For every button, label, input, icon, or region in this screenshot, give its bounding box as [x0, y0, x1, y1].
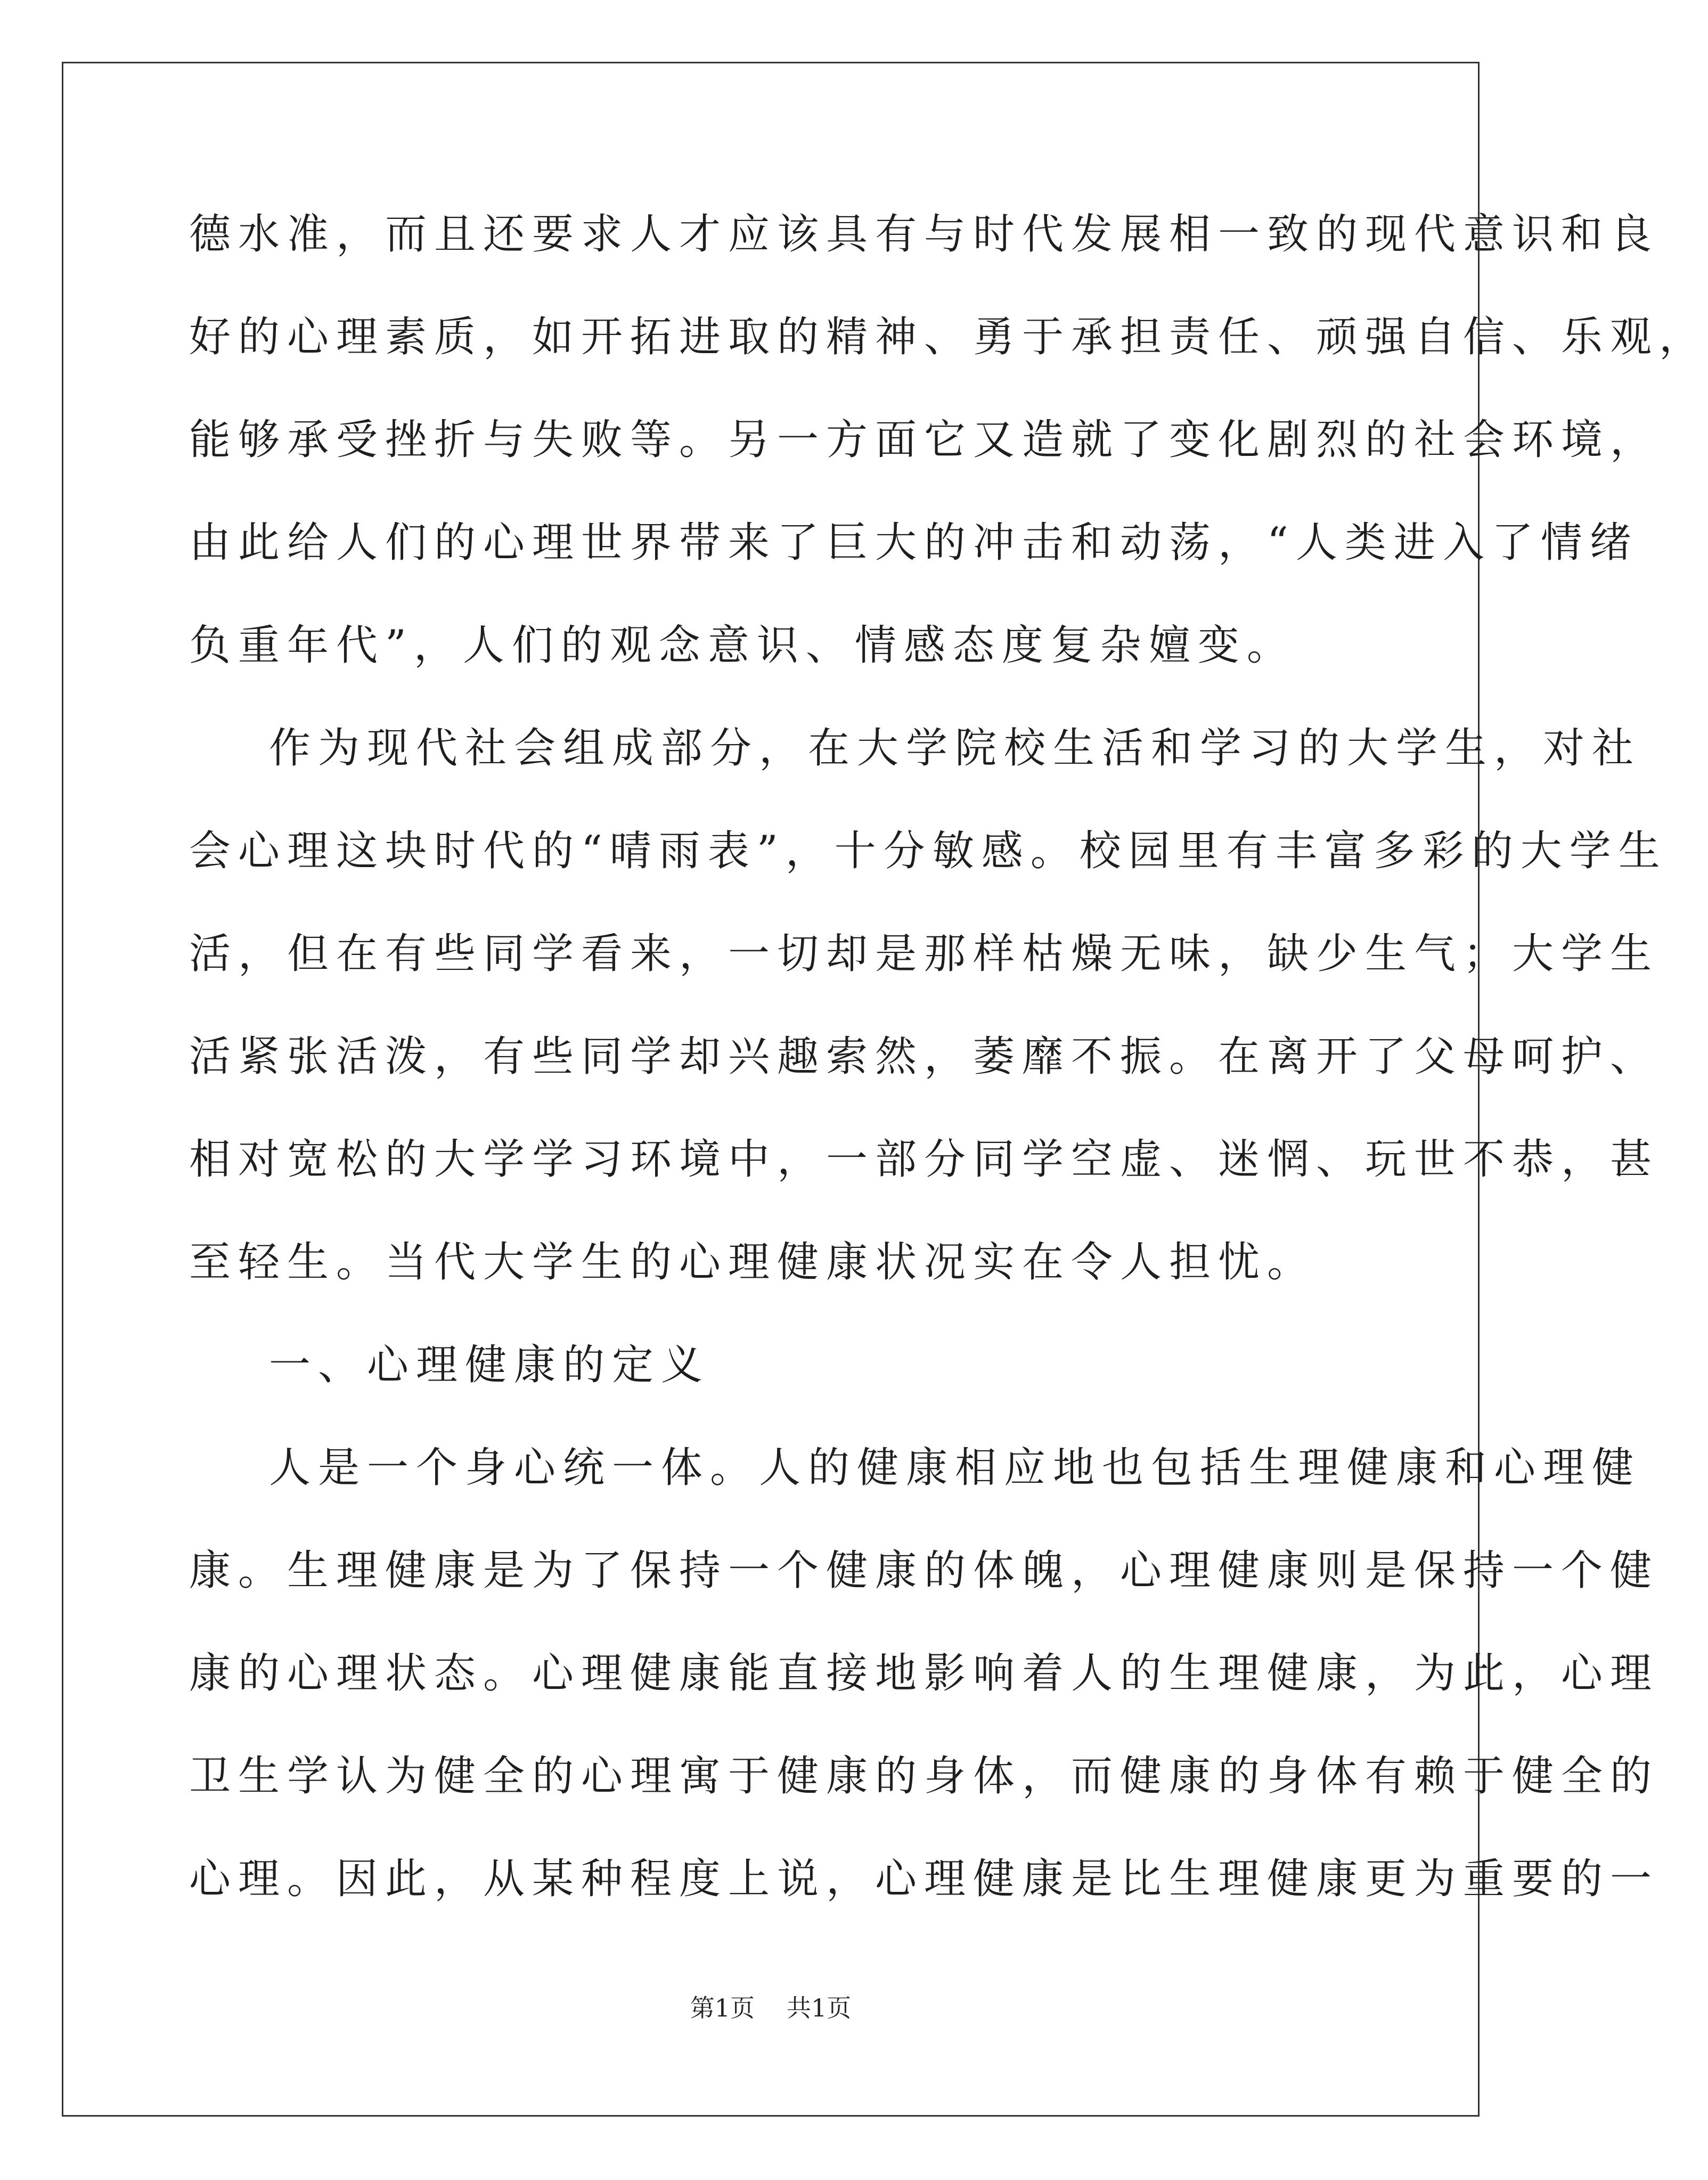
section-heading: 一、心理健康的定义 — [269, 1341, 710, 1389]
page-total: 共1页 — [787, 1994, 852, 2022]
text-line: 好的心理素质，如开拓进取的精神、勇于承担责任、顽强自信、乐观， — [189, 313, 1708, 361]
text-line: 心理。因此，从某种程度上说，心理健康是比生理健康更为重要的一 — [189, 1855, 1660, 1903]
page-footer — [0, 1992, 1541, 2024]
text-line: 负重年代”，人们的观念意识、情感态度复杂嬗变。 — [189, 622, 1296, 669]
text-line: 人是一个身心统一体。人的健康相应地也包括生理健康和心理健 — [269, 1444, 1641, 1492]
page-number: 第1页 — [690, 1994, 755, 2022]
text-line: 会心理这块时代的“晴雨表”，十分敏感。校园里有丰富多彩的大学生 — [189, 827, 1668, 875]
text-line: 卫生学认为健全的心理寓于健康的身体，而健康的身体有赖于健全的 — [189, 1752, 1660, 1800]
text-line: 活，但在有些同学看来，一切却是那样枯燥无味，缺少生气；大学生 — [189, 930, 1660, 978]
text-line: 康的心理状态。心理健康能直接地影响着人的生理健康，为此，心理 — [189, 1650, 1660, 1697]
text-line: 相对宽松的大学学习环境中，一部分同学空虚、迷惘、玩世不恭，甚 — [189, 1136, 1660, 1183]
text-line: 由此给人们的心理世界带来了巨大的冲击和动荡，“人类进入了情绪 — [189, 519, 1639, 567]
text-line: 作为现代社会组成部分，在大学院校生活和学习的大学生，对社 — [269, 724, 1641, 772]
text-line: 德水准，而且还要求人才应该具有与时代发展相一致的现代意识和良 — [189, 210, 1660, 258]
text-line: 能够承受挫折与失败等。另一方面它又造就了变化剧烈的社会环境， — [189, 416, 1660, 464]
text-line: 至轻生。当代大学生的心理健康状况实在令人担忧。 — [189, 1238, 1317, 1286]
page-frame — [62, 62, 1480, 2117]
text-line: 康。生理健康是为了保持一个健康的体魄，心理健康则是保持一个健 — [189, 1547, 1660, 1595]
text-line: 活紧张活泼，有些同学却兴趣索然，萎靡不振。在离开了父母呵护、 — [189, 1033, 1660, 1081]
